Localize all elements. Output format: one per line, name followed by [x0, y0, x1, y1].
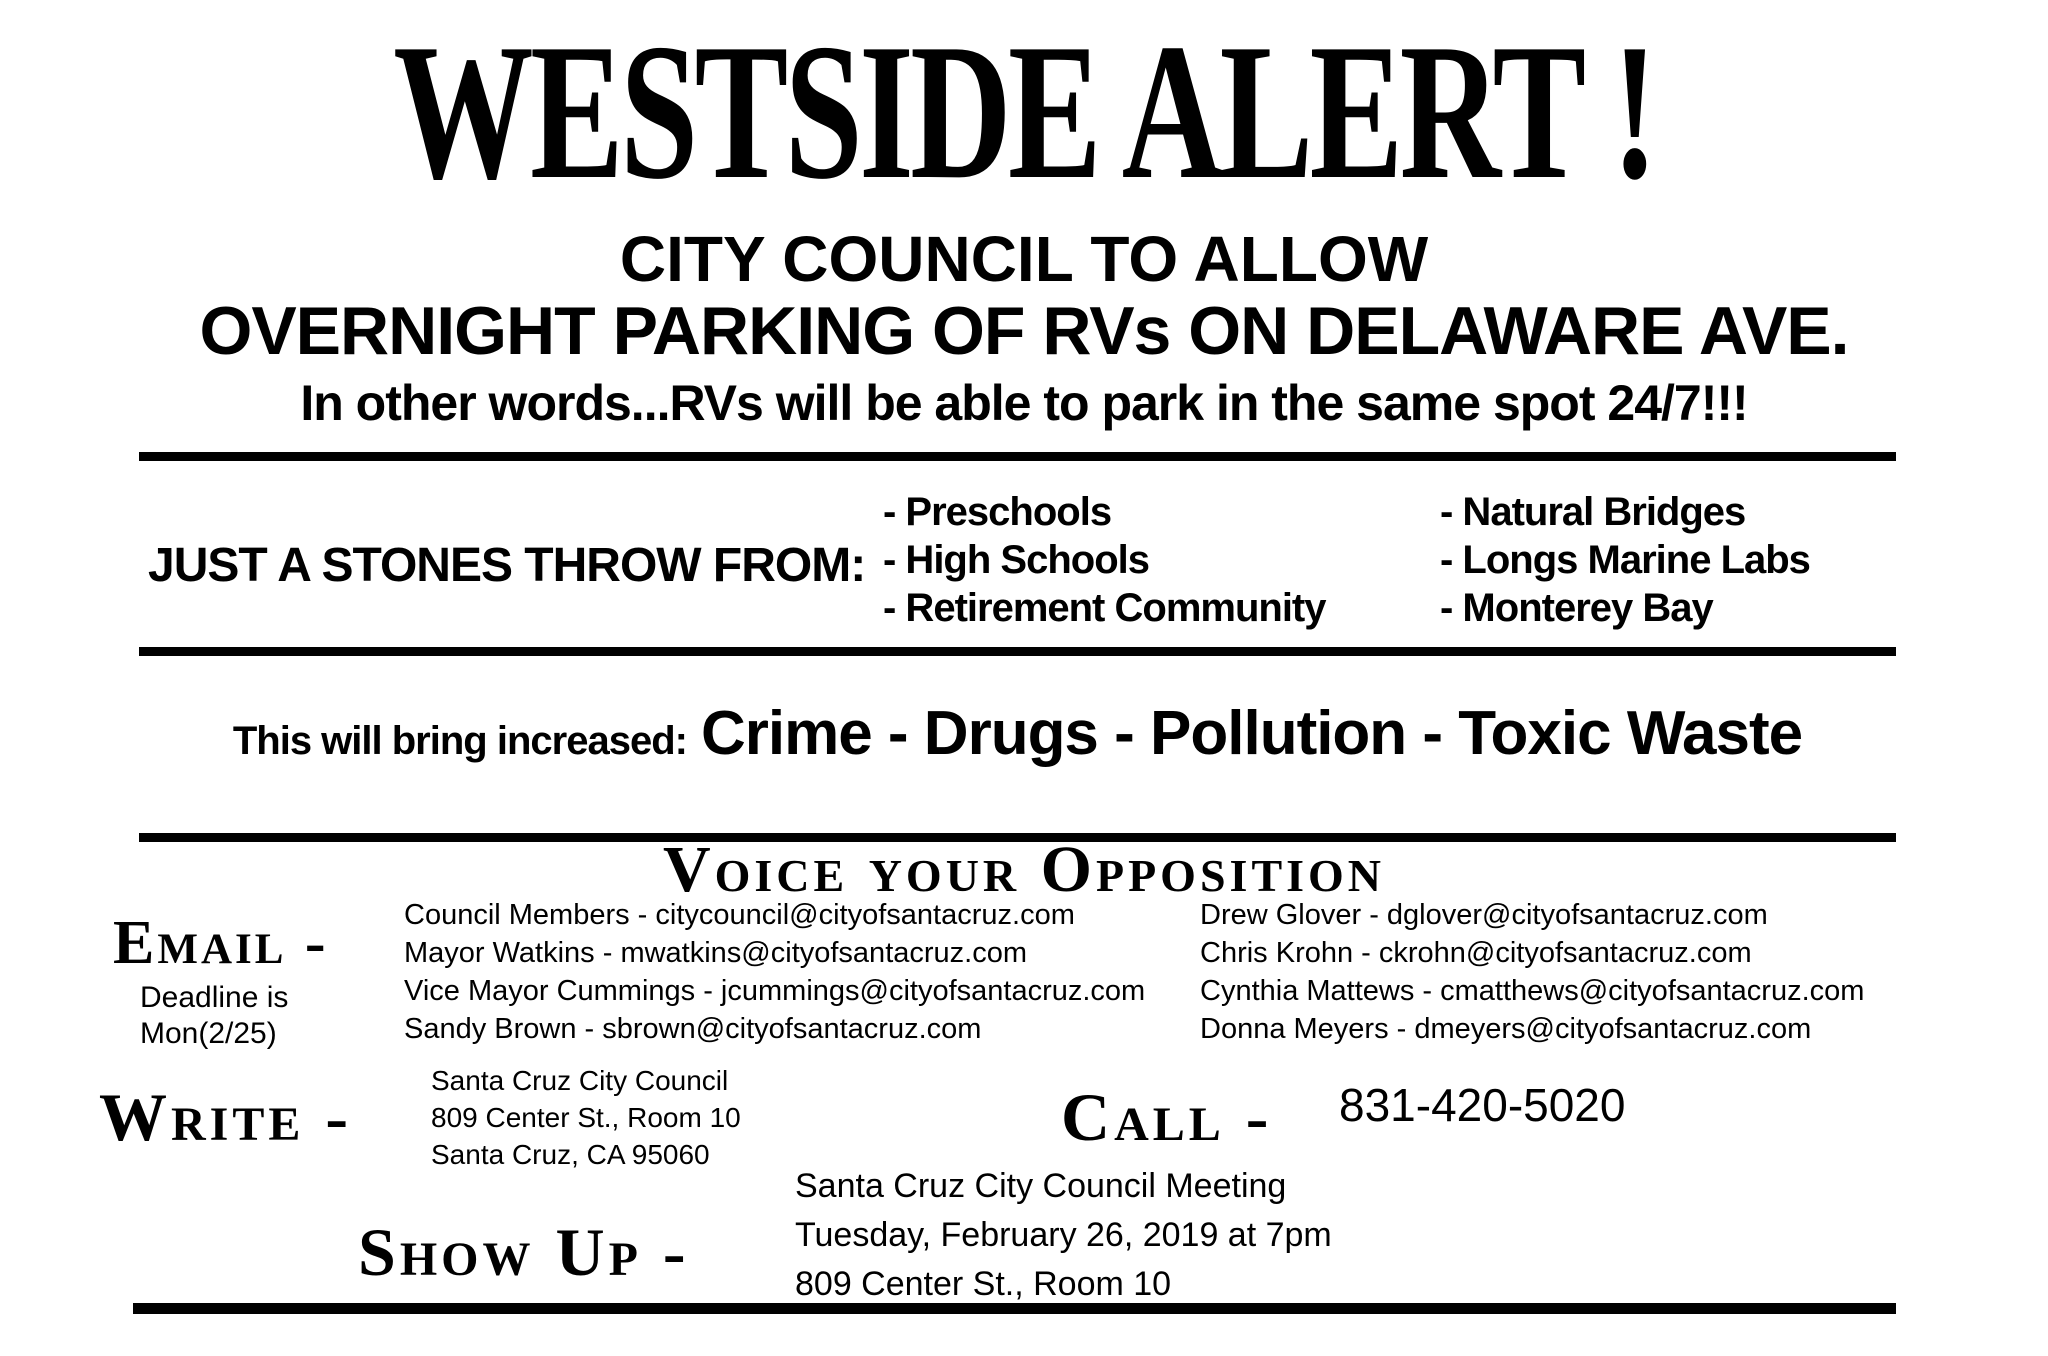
- increase-warning-line: [139, 698, 1896, 769]
- write-address-line1: Santa Cruz City Council: [431, 1065, 729, 1096]
- contact-donna-meyers: Donna Meyers - dmeyers@cityofsantacruz.com: [1200, 1013, 1812, 1045]
- meeting-details: [795, 1162, 1332, 1309]
- increase-items: Crime - Drugs - Pollution - Toxic Waste: [700, 699, 1803, 768]
- write-section-label: Write -: [99, 1079, 353, 1155]
- list-item-preschools: - Preschools: [883, 490, 1112, 534]
- meeting-detail-line2: Tuesday, February 26, 2019 at 7pm: [795, 1216, 1332, 1254]
- divider-top: [139, 452, 1896, 461]
- increase-prefix: This will bring increased:: [232, 719, 687, 763]
- meeting-detail-line1: Santa Cruz City Council Meeting: [795, 1167, 1287, 1205]
- contact-cynthia-mattews: Cynthia Mattews - cmatthews@cityofsantacruz.com: [1200, 975, 1865, 1007]
- email-contacts-left: [404, 896, 1145, 1048]
- stones-throw-label: JUST A STONES THROW FROM:: [148, 539, 866, 592]
- email-contacts-right: [1200, 896, 1864, 1048]
- headline-overnight-parking: OVERNIGHT PARKING OF RVs ON DELAWARE AVE.: [199, 293, 1849, 369]
- email-section-label: Email -: [113, 909, 329, 977]
- write-address: [431, 1062, 741, 1173]
- contact-vice-mayor-cummings: Vice Mayor Cummings - jcummings@cityofsantacruz.com: [404, 975, 1146, 1007]
- list-item-natural-bridges: - Natural Bridges: [1440, 490, 1746, 534]
- list-item-retirement-community: - Retirement Community: [883, 586, 1326, 630]
- contact-mayor-watkins: Mayor Watkins - mwatkins@cityofsantacruz.com: [404, 937, 1028, 969]
- stones-throw-list-left: [883, 488, 1326, 632]
- email-deadline-line2: Mon(2/25): [140, 1017, 277, 1050]
- contact-drew-glover: Drew Glover - dglover@cityofsantacruz.com: [1200, 899, 1768, 931]
- list-item-longs-marine-labs: - Longs Marine Labs: [1440, 538, 1810, 582]
- contact-council-members: Council Members - citycouncil@cityofsantacruz.com: [404, 899, 1075, 931]
- divider-bottom: [133, 1303, 1896, 1314]
- contact-chris-krohn: Chris Krohn - ckrohn@cityofsantacruz.com: [1200, 937, 1752, 969]
- email-deadline-line1: Deadline is: [140, 981, 289, 1014]
- subheadline-in-other-words: In other words...RVs will be able to park in the same spot 24/7!!!: [300, 375, 1748, 431]
- list-item-high-schools: - High Schools: [883, 538, 1149, 582]
- write-address-line3: Santa Cruz, CA 95060: [431, 1139, 710, 1170]
- divider-middle-1: [139, 647, 1896, 656]
- write-address-line2: 809 Center St., Room 10: [431, 1102, 741, 1133]
- call-phone-number: 831-420-5020: [1339, 1079, 1626, 1131]
- flyer-title-text: WESTSIDE ALERT !: [393, 4, 1655, 220]
- call-section-label: Call -: [1061, 1079, 1273, 1155]
- headline-city-council: CITY COUNCIL TO ALLOW: [619, 223, 1429, 295]
- stones-throw-list-right: [1440, 488, 1810, 632]
- meeting-detail-line3: 809 Center St., Room 10: [795, 1265, 1172, 1303]
- email-deadline: [140, 980, 288, 1052]
- list-item-monterey-bay: - Monterey Bay: [1440, 586, 1713, 630]
- flyer-title: [0, 4, 2048, 220]
- contact-sandy-brown: Sandy Brown - sbrown@cityofsantacruz.com: [404, 1013, 982, 1045]
- show-up-section-label: Show Up -: [358, 1214, 690, 1290]
- voice-opposition-heading: Voice your Opposition: [662, 833, 1386, 906]
